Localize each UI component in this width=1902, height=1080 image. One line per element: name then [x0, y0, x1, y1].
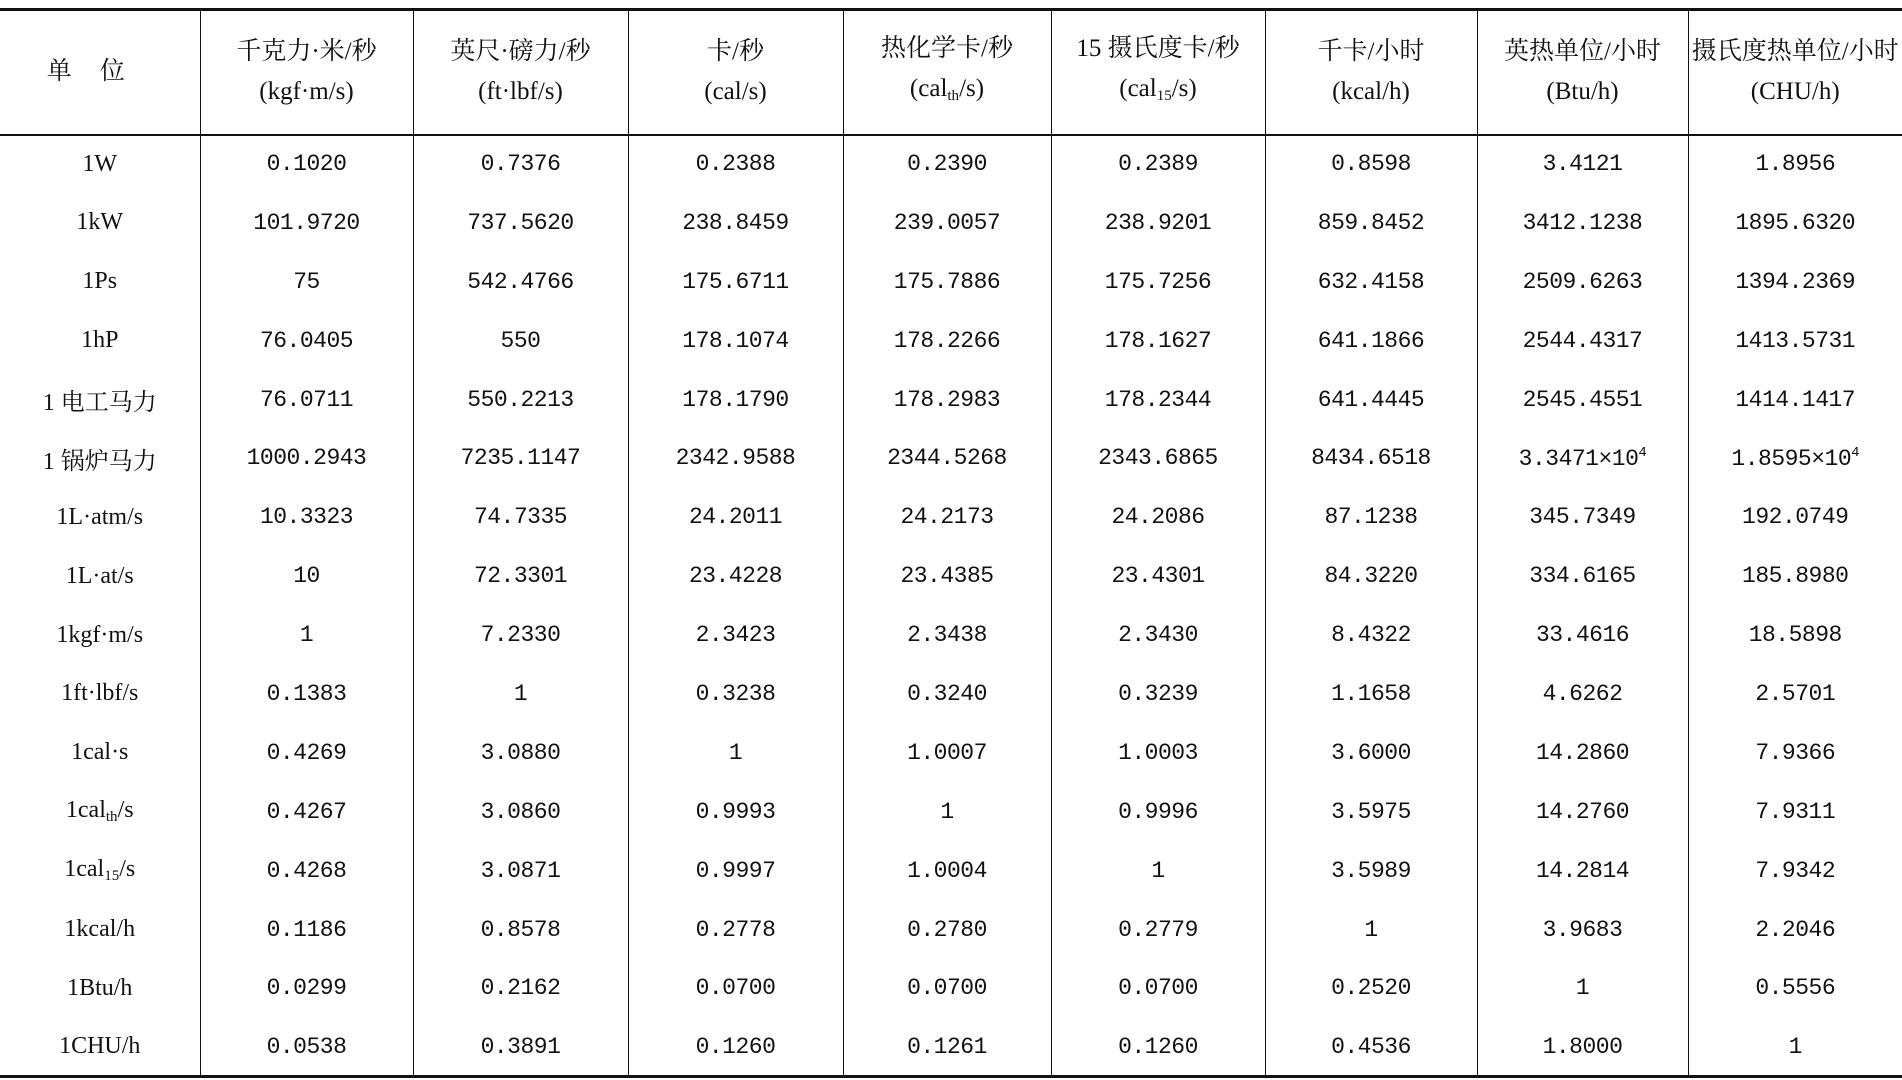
- table-cell: 76.0711: [200, 370, 413, 429]
- table-row: [0, 193, 1902, 252]
- table-cell: 178.2983: [843, 370, 1051, 429]
- row-label: 1CHU/h: [0, 1018, 200, 1077]
- table-cell: 3.5989: [1265, 841, 1477, 900]
- table-cell: 0.4267: [200, 782, 413, 841]
- table-cell: 0.2779: [1051, 900, 1265, 959]
- table-cell: 72.3301: [413, 547, 628, 606]
- table-cell: 1895.6320: [1688, 193, 1902, 252]
- table-cell: 0.3239: [1051, 665, 1265, 724]
- table-cell: 334.6165: [1477, 547, 1688, 606]
- table-cell: 0.0538: [200, 1018, 413, 1077]
- table-cell: 10: [200, 547, 413, 606]
- table-cell: 238.8459: [628, 193, 843, 252]
- table-cell: 3.4121: [1477, 135, 1688, 194]
- column-header-name: 卡/秒: [707, 38, 764, 66]
- table-cell: 87.1238: [1265, 488, 1477, 547]
- table-cell: 3.6000: [1265, 723, 1477, 782]
- column-header-name: 千克力·米/秒: [236, 38, 377, 66]
- column-header-unit: [0, 10, 200, 135]
- column-header: [1051, 10, 1265, 135]
- table-cell: 74.7335: [413, 488, 628, 547]
- table-cell: 178.2344: [1051, 370, 1265, 429]
- table-cell: 0.8578: [413, 900, 628, 959]
- table-cell: 238.9201: [1051, 193, 1265, 252]
- table-cell: 75: [200, 252, 413, 311]
- table-cell: 1413.5731: [1688, 311, 1902, 370]
- table-cell: 1: [1477, 959, 1688, 1018]
- table-cell: 1.1658: [1265, 665, 1477, 724]
- row-label: 1cal·s: [71, 739, 129, 766]
- table-cell: 2.3423: [628, 606, 843, 665]
- table-cell: 0.7376: [413, 135, 628, 194]
- row-label: 1kgf·m/s: [56, 621, 144, 648]
- table-cell: 24.2011: [628, 488, 843, 547]
- table-cell: 1: [1051, 841, 1265, 900]
- table-cell: 3.9683: [1477, 900, 1688, 959]
- table-cell: 1000.2943: [200, 429, 413, 488]
- column-header: [200, 10, 413, 135]
- table-row: [0, 547, 1902, 606]
- column-header: [1265, 10, 1477, 135]
- table-cell: 0.2389: [1051, 135, 1265, 194]
- table-cell: 0.8598: [1265, 135, 1477, 194]
- table-cell: 641.4445: [1265, 370, 1477, 429]
- table-cell: 0.4268: [200, 841, 413, 900]
- column-header-name: 15 摄氏度卡/秒: [1076, 34, 1240, 62]
- table-cell: 0.3891: [413, 1018, 628, 1077]
- row-label: 1L·atm/s: [56, 503, 144, 530]
- table-cell: 178.1627: [1051, 311, 1265, 370]
- table-row: [0, 665, 1902, 724]
- row-label: 1ft·lbf/s: [61, 680, 139, 707]
- table-cell: 0.1260: [1051, 1018, 1265, 1077]
- row-label: 1hP: [81, 327, 119, 354]
- table-cell: 3.0871: [413, 841, 628, 900]
- table-cell: 23.4301: [1051, 547, 1265, 606]
- table-cell: $1.8595\times 10^4$: [1688, 429, 1902, 488]
- table-cell: 1.0007: [843, 723, 1051, 782]
- table-cell: 18.5898: [1688, 606, 1902, 665]
- table-cell: 859.8452: [1265, 193, 1477, 252]
- table-cell: 178.1790: [628, 370, 843, 429]
- table-cell: 2343.6865: [1051, 429, 1265, 488]
- row-label: 1Ps: [82, 268, 118, 295]
- row-label: 1cal$_{th}$/s: [65, 797, 134, 826]
- table-cell: 0.1261: [843, 1018, 1051, 1077]
- column-header: [1688, 10, 1902, 135]
- table-cell: 1.8956: [1688, 135, 1902, 194]
- table-cell: 0.2520: [1265, 959, 1477, 1018]
- row-label: 1cal$_{15}$/s: [64, 856, 136, 885]
- column-header: [1477, 10, 1688, 135]
- column-header-name: 单位: [46, 58, 153, 86]
- table-row: [0, 959, 1902, 1018]
- table-cell: 2.5701: [1688, 665, 1902, 724]
- table-cell: 3.0860: [413, 782, 628, 841]
- table-cell: 178.2266: [843, 311, 1051, 370]
- table-cell: 0.5556: [1688, 959, 1902, 1018]
- table-cell: 1.0004: [843, 841, 1051, 900]
- table-row: [0, 782, 1902, 841]
- table-cell: 2.3430: [1051, 606, 1265, 665]
- table-cell: 7.9366: [1688, 723, 1902, 782]
- table-cell: $3.3471\times 10^4$: [1477, 429, 1688, 488]
- table-cell: 2.2046: [1688, 900, 1902, 959]
- table-row: [0, 370, 1902, 429]
- table-cell: 550.2213: [413, 370, 628, 429]
- table-cell: 0.1260: [628, 1018, 843, 1077]
- table-cell: 0.0299: [200, 959, 413, 1018]
- table-cell: 14.2760: [1477, 782, 1688, 841]
- table-cell: 1: [1265, 900, 1477, 959]
- table-cell: 14.2860: [1477, 723, 1688, 782]
- table-cell: 84.3220: [1265, 547, 1477, 606]
- table-cell: 1: [413, 665, 628, 724]
- row-label: 1Btu/h: [67, 974, 133, 1001]
- row-label: 1kcal/h: [64, 916, 136, 943]
- table-cell: 8434.6518: [1265, 429, 1477, 488]
- table-cell: 2509.6263: [1477, 252, 1688, 311]
- table-cell: 0.2390: [843, 135, 1051, 194]
- table-cell: 7.9311: [1688, 782, 1902, 841]
- table-cell: 175.6711: [628, 252, 843, 311]
- column-header-name: 摄氏度热单位/小时: [1691, 38, 1899, 66]
- column-header-name: 英热单位/小时: [1504, 38, 1661, 66]
- row-label: 1L·at/s: [65, 562, 134, 589]
- table-cell: 0.0700: [628, 959, 843, 1018]
- column-header-unit-symbol: (cal$_{15}$/s): [1119, 74, 1197, 104]
- table-row: [0, 723, 1902, 782]
- column-header-unit-symbol: (cal$_{th}$/s): [909, 74, 985, 104]
- table-cell: 641.1866: [1265, 311, 1477, 370]
- table-row: [0, 900, 1902, 959]
- table-cell: 0.2778: [628, 900, 843, 959]
- table-cell: 550: [413, 311, 628, 370]
- table-cell: 23.4385: [843, 547, 1051, 606]
- table-cell: 0.2780: [843, 900, 1051, 959]
- table-cell: 1394.2369: [1688, 252, 1902, 311]
- table-row: [0, 252, 1902, 311]
- table-cell: 2544.4317: [1477, 311, 1688, 370]
- table-cell: 0.1383: [200, 665, 413, 724]
- table-cell: 1.8000: [1477, 1018, 1688, 1077]
- table-cell: 0.4536: [1265, 1018, 1477, 1077]
- table-cell: 178.1074: [628, 311, 843, 370]
- table-cell: 4.6262: [1477, 665, 1688, 724]
- table-row: [0, 429, 1902, 488]
- table-row: [0, 841, 1902, 900]
- table-cell: 2344.5268: [843, 429, 1051, 488]
- table-cell: 14.2814: [1477, 841, 1688, 900]
- column-header-unit-symbol: (CHU/h): [1750, 78, 1840, 106]
- table-cell: 0.3238: [628, 665, 843, 724]
- table-row: [0, 1018, 1902, 1077]
- column-header-unit-symbol: (kcal/h): [1332, 78, 1410, 106]
- table-cell: 33.4616: [1477, 606, 1688, 665]
- table-cell: 0.9996: [1051, 782, 1265, 841]
- table-cell: 737.5620: [413, 193, 628, 252]
- table-cell: 3412.1238: [1477, 193, 1688, 252]
- column-header-name: 热化学卡/秒: [881, 34, 1013, 62]
- table-cell: 7.2330: [413, 606, 628, 665]
- row-label: 1W: [82, 150, 118, 177]
- table-cell: 0.0700: [843, 959, 1051, 1018]
- table-cell: 76.0405: [200, 311, 413, 370]
- column-header-name: 千卡/小时: [1317, 38, 1425, 66]
- table-header: [0, 10, 1902, 135]
- column-header-unit-symbol: (Btu/h): [1546, 78, 1619, 106]
- column-header: [628, 10, 843, 135]
- table-cell: 542.4766: [413, 252, 628, 311]
- table-cell: 175.7256: [1051, 252, 1265, 311]
- table-cell: 24.2173: [843, 488, 1051, 547]
- table-cell: 0.1186: [200, 900, 413, 959]
- table-cell: 1414.1417: [1688, 370, 1902, 429]
- table-cell: 1: [628, 723, 843, 782]
- table-cell: 1: [843, 782, 1051, 841]
- table-cell: 7235.1147: [413, 429, 628, 488]
- table-cell: 10.3323: [200, 488, 413, 547]
- column-header: [413, 10, 628, 135]
- column-header-unit-symbol: (kgf·m/s): [259, 78, 354, 106]
- table-cell: 7.9342: [1688, 841, 1902, 900]
- table-cell: 2342.9588: [628, 429, 843, 488]
- table-cell: 24.2086: [1051, 488, 1265, 547]
- column-header-unit-symbol: (ft·lbf/s): [478, 78, 563, 106]
- table-cell: 1.0003: [1051, 723, 1265, 782]
- table-cell: 1: [200, 606, 413, 665]
- table-row: [0, 311, 1902, 370]
- table-cell: 2.3438: [843, 606, 1051, 665]
- header-row: [0, 10, 1902, 135]
- table-cell: 8.4322: [1265, 606, 1477, 665]
- table-cell: 632.4158: [1265, 252, 1477, 311]
- row-label: 1 电工马力: [42, 390, 157, 416]
- table-cell: 3.0880: [413, 723, 628, 782]
- table-cell: 101.9720: [200, 193, 413, 252]
- table-cell: 1: [1688, 1018, 1902, 1077]
- row-label: 1kW: [76, 209, 124, 236]
- table-cell: 2545.4551: [1477, 370, 1688, 429]
- column-header-name: 英尺·磅力/秒: [450, 38, 591, 66]
- table-cell: 0.1020: [200, 135, 413, 194]
- table-cell: 0.9997: [628, 841, 843, 900]
- table-row: [0, 606, 1902, 665]
- table-row: [0, 135, 1902, 194]
- table-cell: 0.2388: [628, 135, 843, 194]
- table-cell: 0.0700: [1051, 959, 1265, 1018]
- column-header: [843, 10, 1051, 135]
- table-body: [0, 135, 1902, 1077]
- table-cell: 3.5975: [1265, 782, 1477, 841]
- table-cell: 0.4269: [200, 723, 413, 782]
- table-cell: 0.9993: [628, 782, 843, 841]
- table-cell: 192.0749: [1688, 488, 1902, 547]
- table-row: [0, 488, 1902, 547]
- row-label: 1 锅炉马力: [42, 448, 157, 475]
- table-cell: 239.0057: [843, 193, 1051, 252]
- table-cell: 0.2162: [413, 959, 628, 1018]
- table-cell: 345.7349: [1477, 488, 1688, 547]
- power-unit-conversion-table: [0, 8, 1902, 1078]
- column-header-unit-symbol: (cal/s): [704, 78, 767, 106]
- table-cell: 175.7886: [843, 252, 1051, 311]
- table-cell: 185.8980: [1688, 547, 1902, 606]
- table-cell: 23.4228: [628, 547, 843, 606]
- table-cell: 0.3240: [843, 665, 1051, 724]
